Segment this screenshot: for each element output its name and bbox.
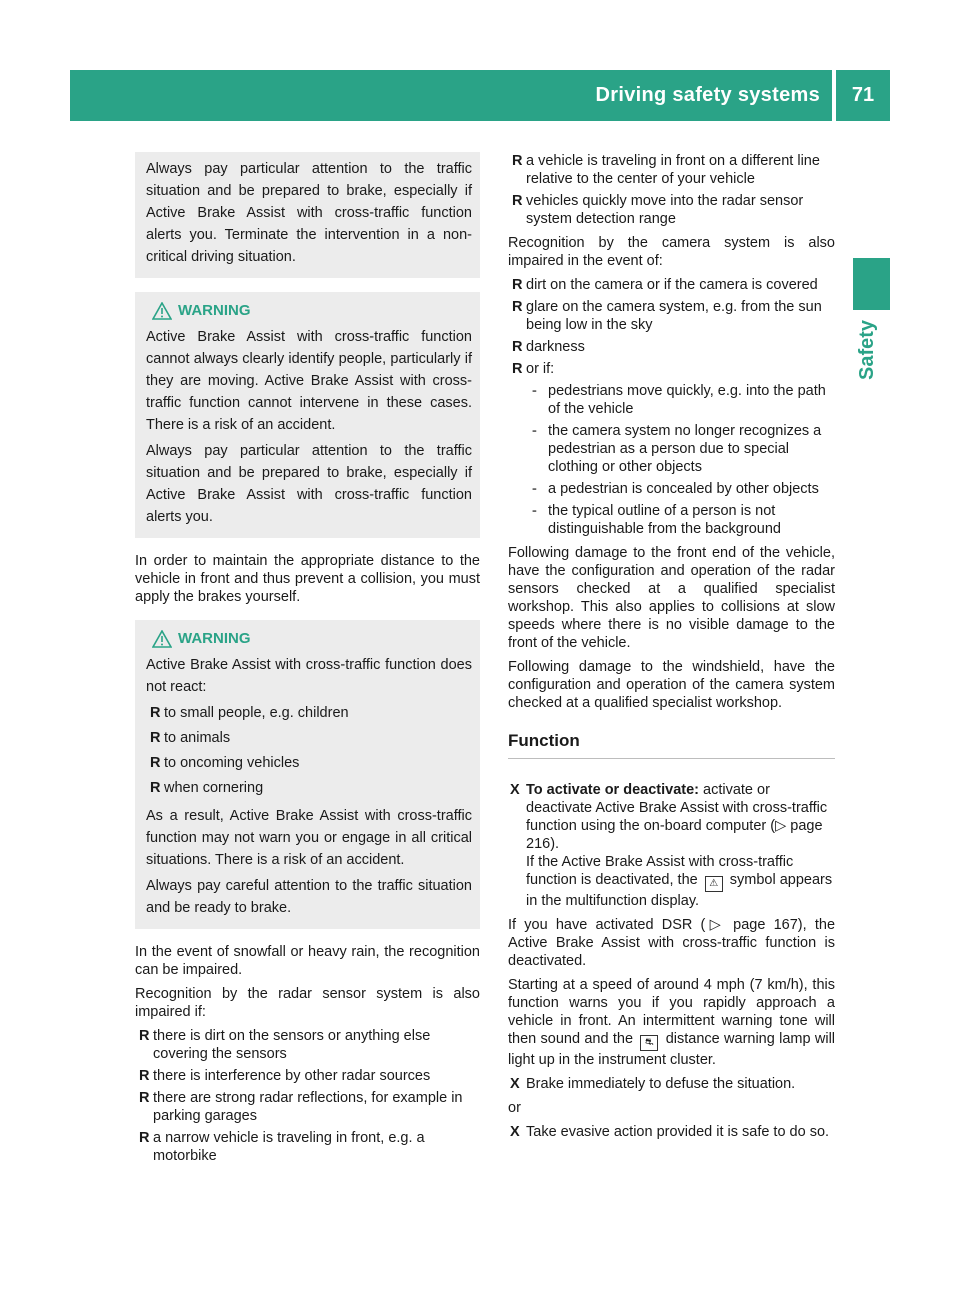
page-ref-arrow-icon: ▷ [705,917,725,933]
paragraph: In the event of snowfall or heavy rain, the recognition can be impaired. [135,944,480,978]
warning-triangle-icon [152,302,172,320]
instruction-step: X Take evasive action provided it is safe to do so. [510,1124,830,1140]
paragraph: In order to maintain the appropriate distance to the vehicle in front and thus prevent a collision, you must apply the brakes yourself. [135,553,480,605]
warning-box-2 [135,620,480,929]
paragraph-or: or [508,1100,521,1116]
page-reference-link[interactable]: page 167), the Active Brake Assist with cross-traffic function is deactivated. [508,917,836,969]
section-title: Driving safety systems [595,84,820,106]
list-item: R darkness [512,339,585,355]
right-column [508,152,835,1147]
distance-warning-lamp-icon: ⛐ [640,1035,658,1051]
instruction-step: X Brake immediately to defuse the situation. [510,1076,796,1092]
bullet-list [146,702,472,799]
list-item: R to oncoming vehicles [150,755,300,771]
warning-text: As a result, Active Brake Assist with cross-traffic function may not warn you or engage in all critical situations. There is a risk of an accident. [146,808,472,868]
paragraph: Recognition by the radar sensor system is also impaired if: [135,986,480,1020]
step-arrow-icon: X [510,1124,520,1140]
note-box [135,152,480,278]
warning-text: Always pay careful attention to the traffic situation and be ready to brake. [146,878,472,916]
active-brake-assist-off-icon: ⚠ [705,876,723,892]
list-item: R dirt on the camera or if the camera is covered [512,277,818,293]
list-item: R a narrow vehicle is traveling in front, e.g. a motorbike [139,1130,425,1164]
list-item: - pedestrians move quickly, e.g. into the path of the vehicle [532,383,826,417]
warning-box-1 [135,292,480,538]
list-item: R to animals [150,730,231,746]
warning-triangle-icon [152,630,172,648]
paragraph: If you have activated DSR (▷ page 167), the Active Brake Assist with cross-traffic function is deactivated. [508,917,836,969]
step-arrow-icon: X [510,782,520,798]
paragraph: Following damage to the windshield, have the configuration and operation of the camera system checked at a qualified specialist workshop. [508,659,835,711]
bullet-list [135,1027,480,1165]
page-reference-link[interactable]: page 216). [526,818,823,852]
list-item: R there are strong radar reflections, for example in parking garages [139,1090,463,1124]
page-ref-arrow-icon: ▷ [775,818,787,834]
warning-text: Active Brake Assist with cross-traffic function does not react: [146,657,472,695]
list-item: R when cornering [150,780,264,796]
step-arrow-icon: X [510,1076,520,1092]
list-item: R there is interference by other radar sources [139,1068,431,1084]
bullet-list [508,152,835,228]
instruction-step: X To activate or deactivate: activate or deactivate Active Brake Assist with cross-traffic function using the on-board computer (▷ page 216). If the Active Brake Assist with cross-traffic function is deactivated, the ⚠ symbol appears in the multifunction display. [510,782,833,909]
list-item: R there is dirt on the sensors or anything else covering the sensors [139,1028,431,1062]
list-item: - a pedestrian is concealed by other objects [532,481,819,497]
page-number: 71 [851,84,875,106]
list-item: - the camera system no longer recognizes a pedestrian as a person due to special clothing or other objects [532,423,822,475]
warning-heading: WARNING [146,630,472,648]
list-item: - the typical outline of a person is not distinguishable from the background [532,503,781,537]
function-heading: Function [508,732,835,759]
side-tab-label: Safety [856,319,878,380]
note-text: Always pay particular attention to the traffic situation and be prepared to brake, especially if Active Brake Assist with cross-traffic function alerts you. Terminate the intervention in a non-critical driving situation. [146,161,472,265]
paragraph: Following damage to the front end of the vehicle, have the configuration and operation of the radar sensors checked at a qualified specialist workshop. This also applies to collisions at slow speeds where there is no visible damage to the front of the vehicle. [508,545,835,651]
warning-heading: WARNING [146,302,472,320]
list-item: R glare on the camera system, e.g. from the sun being low in the sky [512,299,822,333]
warning-text: Always pay particular attention to the traffic situation and be prepared to brake, especially if Active Brake Assist with cross-traffic function alerts you. [146,443,472,525]
list-item: R or if: - pedestrians move quickly, e.g. into the path of the vehicle - the camera system no longer recognizes a pedestrian as a person due to special clothing or other objects - a pedestrian is concealed by other objects - the typical outline of a person is not distinguishable from the background [508,360,835,538]
dash-list [526,382,835,538]
left-column [135,152,480,1171]
list-item: R a vehicle is traveling in front on a different line relative to the center of your vehicle [512,153,820,187]
paragraph: Starting at a speed of around 4 mph (7 km/h), this function warns you if you rapidly approach a vehicle in front. An intermittent warning tone will then sound and the ⛐ distance warning lamp will light up in the instrument cluster. [508,977,836,1068]
paragraph: Recognition by the camera system is also impaired in the event of: [508,235,835,269]
warning-text: Active Brake Assist with cross-traffic function cannot always clearly identify people, particularly if they are moving. Active Brake Assist with cross-traffic function cannot intervene in these cases. There is a risk of an accident. [146,329,472,433]
bullet-list [508,276,835,538]
list-item: R to small people, e.g. children [150,705,349,721]
list-item: R vehicles quickly move into the radar sensor system detection range [512,193,804,227]
